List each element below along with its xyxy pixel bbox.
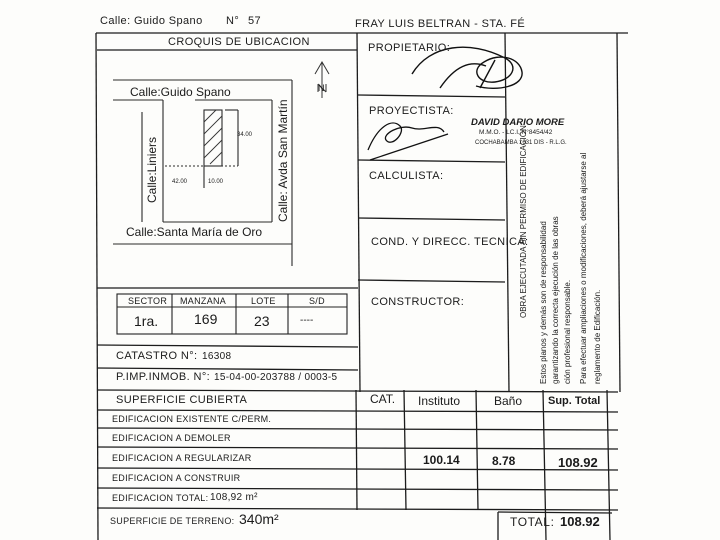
parcel-header-manzana: MANZANA	[180, 296, 227, 306]
row-construir: EDIFICACION A CONSTRUIR	[112, 473, 241, 483]
row-demoler: EDIFICACION A DEMOLER	[112, 433, 231, 443]
header-number-value: 57	[248, 15, 262, 27]
constructor-label: CONSTRUCTOR:	[371, 296, 465, 308]
parcel-manzana: 169	[194, 311, 218, 327]
stamp-vertical-6: reglamento de Edificación.	[593, 289, 602, 384]
stamp-name: DAVID DARIO MORE	[471, 117, 565, 128]
edificacion-total-label: EDIFICACION TOTAL:	[112, 493, 209, 503]
edificacion-total-value: 108,92 m²	[210, 492, 258, 503]
parcel-header-lote: LOTE	[251, 296, 276, 306]
col-instituto: Instituto	[418, 394, 461, 408]
street-top-label: Calle:Guido Spano	[130, 85, 231, 99]
designer-signature-icon	[368, 123, 448, 160]
terreno-value: 340m²	[239, 511, 279, 527]
parcel-header-sector: SECTOR	[128, 296, 168, 306]
stamp-vertical-4: ción profesional responsable.	[563, 279, 572, 384]
regularizar-instituto: 100.14	[423, 453, 460, 467]
col-cat: CAT.	[370, 392, 396, 406]
dim-10: 10.00	[208, 179, 224, 185]
street-left-label: Calle:Liniers	[145, 136, 159, 203]
pimp-label: P.IMP.INMOB. N°:	[116, 371, 211, 383]
parcel-lote: 23	[254, 313, 270, 329]
catastro-value: 16308	[202, 351, 232, 362]
stamp-vertical-5: Para efectuar ampliaciones o modificaciones, deberá ajustarse al	[579, 152, 588, 384]
stamp-vertical-3: garantizando la correcta ejecución de las obras	[551, 216, 560, 384]
catastro-label: CATASTRO N°:	[116, 350, 198, 362]
proyectista-label: PROYECTISTA:	[369, 105, 454, 117]
stamp-addr: COCHABAMBA 1631 DIS - R.L.G.	[475, 140, 567, 146]
propietario-label: PROPIETARIO:	[368, 42, 451, 54]
col-sup: Sup. Total	[548, 395, 601, 407]
regularizar-bano: 8.78	[492, 454, 516, 468]
row-regularizar: EDIFICACION A REGULARIZAR	[112, 453, 252, 463]
stamp-vertical-1: OBRA EJECUTADA SIN PERMISO DE EDIFICACIÓN	[519, 125, 528, 318]
terreno-label: SUPERFICIE DE TERRENO:	[110, 516, 235, 526]
superficie-header: SUPERFICIE CUBIERTA	[116, 394, 248, 406]
header-street: Calle: Guido Spano	[100, 15, 203, 27]
col-bano: Baño	[494, 394, 523, 408]
header-number-label: N°	[226, 15, 240, 27]
parcel-sd: ----	[300, 315, 314, 326]
row-existente: EDIFICACION EXISTENTE C/PERM.	[112, 414, 272, 424]
grand-total-value: 108.92	[560, 514, 600, 529]
street-right-label: Calle: Avda San Martín	[276, 99, 290, 222]
stamp-reg: M.M.O. - LC.I. N°8454/42	[479, 129, 553, 136]
north-label: N	[318, 83, 325, 93]
street-bottom-label: Calle:Santa María de Oro	[126, 225, 263, 239]
dim-42: 42.00	[172, 179, 188, 185]
stamp-vertical-2: Estos planos y demás son de responsabilidad	[539, 221, 548, 384]
grand-total-label: TOTAL:	[510, 515, 555, 529]
parcel-header-sd: S/D	[309, 296, 325, 306]
calculista-label: CALCULISTA:	[369, 170, 444, 182]
header-city: FRAY LUIS BELTRAN - STA. FÉ	[355, 18, 526, 30]
regularizar-sup: 108.92	[558, 455, 598, 470]
croquis-title: CROQUIS DE UBICACION	[168, 36, 310, 48]
parcel-sector: 1ra.	[134, 313, 159, 329]
pimp-value: 15-04-00-203788 / 0003-5	[214, 372, 338, 383]
conduccion-label: COND. Y DIRECC. TECNICA:	[371, 236, 529, 248]
dim-34: 34.00	[237, 132, 253, 138]
